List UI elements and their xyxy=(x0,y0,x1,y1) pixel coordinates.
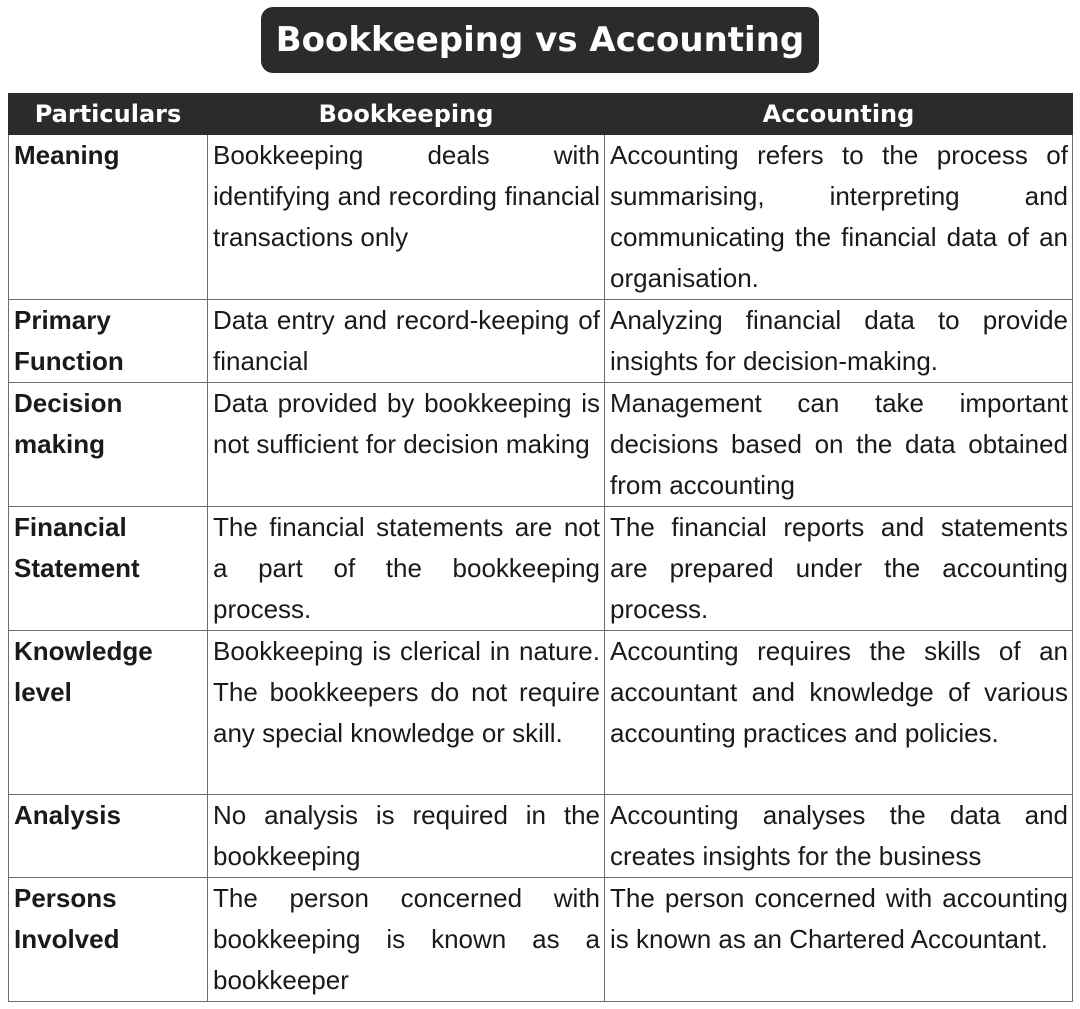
header-accounting: Accounting xyxy=(605,94,1073,135)
bookkeeping-cell: The financial statements are not a part of the bookkeeping process. xyxy=(208,507,605,631)
table-row xyxy=(9,631,1073,795)
accounting-cell: The person concerned with accounting is known as an Chartered Accountant. xyxy=(605,878,1073,1002)
row-label: Knowledge level xyxy=(9,631,208,795)
table-row xyxy=(9,300,1073,383)
bookkeeping-cell: The person concerned with bookkeeping is known as a bookkeeper xyxy=(208,878,605,1002)
table-row xyxy=(9,383,1073,507)
table-row xyxy=(9,795,1073,878)
accounting-cell: Accounting analyses the data and creates insights for the business xyxy=(605,795,1073,878)
bookkeeping-cell: Data entry and record-keeping of financial xyxy=(208,300,605,383)
comparison-table xyxy=(8,93,1073,1002)
header-particulars: Particulars xyxy=(9,94,208,135)
bookkeeping-cell: Bookkeeping is clerical in nature. The bookkeepers do not require any special knowledge or skill. xyxy=(208,631,605,795)
table-row xyxy=(9,507,1073,631)
page-title: Bookkeeping vs Accounting xyxy=(261,7,820,73)
bookkeeping-cell: No analysis is required in the bookkeeping xyxy=(208,795,605,878)
header-row xyxy=(9,94,1073,135)
row-label: Persons Involved xyxy=(9,878,208,1002)
row-label: Decision making xyxy=(9,383,208,507)
table-row xyxy=(9,135,1073,300)
header-bookkeeping: Bookkeeping xyxy=(208,94,605,135)
row-label: Analysis xyxy=(9,795,208,878)
accounting-cell: Accounting requires the skills of an accountant and knowledge of various accounting practices and policies. xyxy=(605,631,1073,795)
accounting-cell: Management can take important decisions based on the data obtained from accounting xyxy=(605,383,1073,507)
accounting-cell: Analyzing financial data to provide insights for decision-making. xyxy=(605,300,1073,383)
bookkeeping-cell: Bookkeeping deals with identifying and recording financial transactions only xyxy=(208,135,605,300)
title-container xyxy=(0,7,1080,73)
row-label: Primary Function xyxy=(9,300,208,383)
row-label: Meaning xyxy=(9,135,208,300)
accounting-cell: The financial reports and statements are prepared under the accounting process. xyxy=(605,507,1073,631)
table-row xyxy=(9,878,1073,1002)
row-label: Financial Statement xyxy=(9,507,208,631)
accounting-cell: Accounting refers to the process of summarising, interpreting and communicating the financial data of an organisation. xyxy=(605,135,1073,300)
bookkeeping-cell: Data provided by bookkeeping is not sufficient for decision making xyxy=(208,383,605,507)
